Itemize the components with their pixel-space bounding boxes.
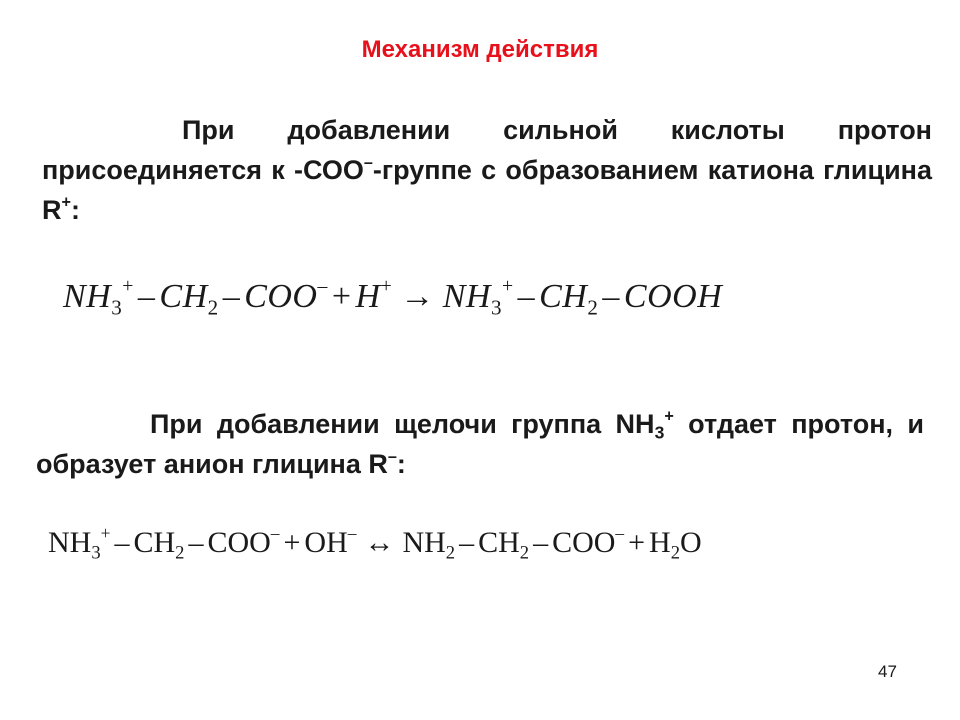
eq2-plus: + (283, 526, 301, 559)
alkali-paragraph-text-2: отдает протон, и образует анион глицина R (36, 409, 925, 479)
eq1-ch-sub: 2 (207, 295, 219, 320)
anion-charge: – (387, 447, 397, 466)
eq2-minus: – (459, 526, 475, 559)
eq2-coo-right-sup: – (615, 522, 625, 543)
page-number: 47 (878, 662, 897, 681)
eq2-coo-sup: – (270, 522, 280, 543)
eq1-h: H (355, 278, 381, 315)
eq1-h-sup: + (380, 275, 393, 298)
acid-paragraph-text: При добавлении сильной кислоты протон присоединяется к -СОО (42, 115, 932, 185)
eq1-nh-sup: + (122, 275, 134, 298)
eq2-minus: – (188, 526, 204, 559)
eq1-ch: CH (159, 278, 208, 315)
eq2-ch: CH (133, 526, 176, 559)
eq1-minus: – (222, 278, 241, 315)
eq1-coo-sup: – (317, 275, 328, 298)
eq2-h: H (649, 526, 671, 559)
eq2-nh-right: NH (402, 526, 446, 559)
eq2-nh-sub: 3 (91, 542, 101, 564)
acid-paragraph-text-2: -группе с образованием катиона глицина R (42, 155, 933, 225)
eq2-ch-right: CH (478, 526, 520, 559)
alkali-equation (48, 522, 702, 564)
eq2-minus: – (533, 526, 549, 559)
eq1-ch-right: CH (539, 278, 588, 315)
eq1-nh-right-sub: 3 (490, 295, 502, 320)
eq1-nh: NH (63, 278, 112, 315)
coo-charge: – (363, 153, 373, 172)
eq1-nh-right: NH (442, 278, 491, 315)
acid-paragraph-colon: : (70, 195, 80, 225)
eq2-coo-right: COO (552, 526, 616, 559)
eq1-nh-sub: 3 (111, 295, 123, 320)
eq2-oh-sup: – (347, 522, 357, 543)
eq1-arrow: → (400, 278, 435, 315)
alkali-paragraph-colon: : (396, 449, 406, 479)
nh3-charge: + (664, 407, 674, 426)
eq2-coo: COO (207, 526, 271, 559)
eq1-minus: – (137, 278, 156, 315)
eq1-coo: COO (244, 278, 318, 315)
slide-title: Механизм действия (361, 36, 599, 63)
eq2-plus: + (628, 526, 646, 559)
alkali-paragraph-text: При добавлении щелочи группа NH (150, 409, 655, 439)
eq1-minus: – (602, 278, 620, 315)
acid-equation (63, 275, 723, 320)
eq2-ch-right-sub: 2 (519, 542, 530, 564)
eq1-plus: + (331, 278, 352, 315)
eq2-ch-sub: 2 (175, 542, 185, 564)
alkali-paragraph (36, 404, 924, 484)
eq1-cooh: COOH (623, 278, 723, 315)
eq2-h-sub: 2 (670, 542, 681, 564)
eq2-nh-right-sub: 2 (445, 542, 456, 564)
eq2-arrow: ↔ (364, 526, 395, 559)
eq2-nh: NH (48, 526, 92, 559)
eq1-ch-right-sub: 2 (587, 295, 599, 320)
eq2-oh: OH (304, 526, 348, 559)
eq2-o: O (680, 526, 702, 559)
acid-paragraph (42, 110, 932, 230)
eq1-nh-right-sup: + (502, 275, 514, 298)
eq2-minus: – (114, 526, 130, 559)
cation-charge: + (61, 193, 71, 212)
nh3-sub: 3 (654, 422, 665, 443)
eq2-nh-sup: + (100, 522, 111, 543)
eq1-minus: – (517, 278, 536, 315)
